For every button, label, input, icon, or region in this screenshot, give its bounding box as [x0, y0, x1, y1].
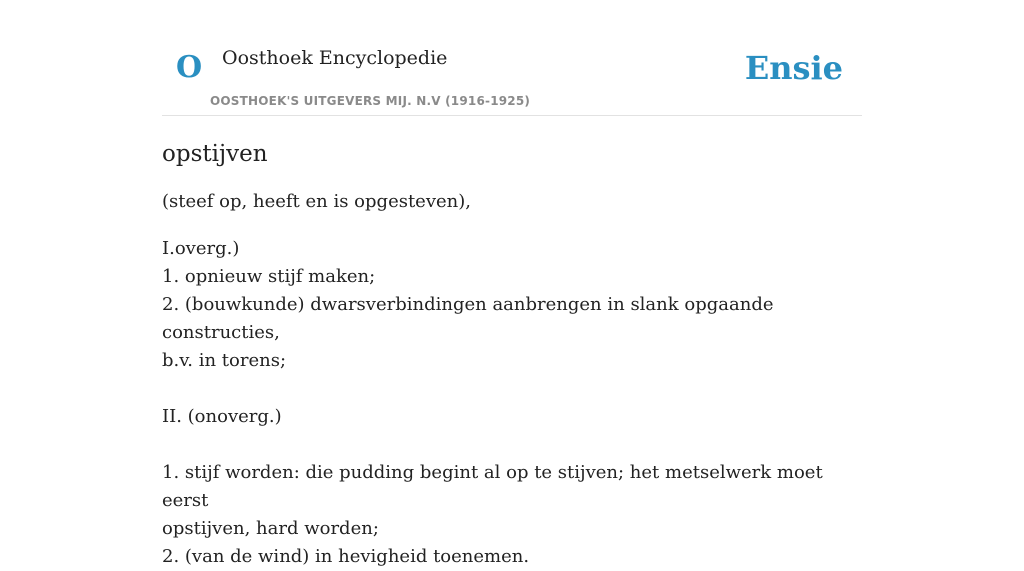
ensie-brand-link[interactable]: Ensie: [744, 49, 843, 87]
definition-line: 2. (van de wind) in hevigheid toenemen.: [162, 546, 530, 567]
encyclopedia-entry: [162, 136, 862, 571]
entry-term: opstijven: [162, 141, 268, 167]
publisher-subtitle: OOSTHOEK'S UITGEVERS MIJ. N.V (1916-1925): [210, 94, 531, 108]
definition-line: opstijven, hard worden;: [162, 518, 379, 539]
definition-line: 2. (bouwkunde) dwarsverbindingen aanbrengen in slank opgaande constructies,: [162, 294, 774, 343]
definition-line: II. (onoverg.): [162, 406, 282, 427]
definition-line: 1. stijf worden: die pudding begint al op te stijven; het metselwerk moet eerst: [162, 462, 823, 511]
definition-line: b.v. in torens;: [162, 350, 287, 371]
definition-line: 1. opnieuw stijf maken;: [162, 266, 376, 287]
entry-definition: [162, 235, 862, 571]
blank-line: [162, 375, 862, 403]
site-title-link[interactable]: Oosthoek Encyclopedie: [222, 47, 448, 69]
blank-line: [162, 431, 862, 459]
page-container: [162, 0, 862, 567]
site-header: [162, 0, 862, 116]
entry-forms: (steef op, heeft en is opgesteven),: [162, 191, 471, 212]
logo-icon[interactable]: O: [176, 50, 203, 85]
definition-line: I.overg.): [162, 238, 240, 259]
